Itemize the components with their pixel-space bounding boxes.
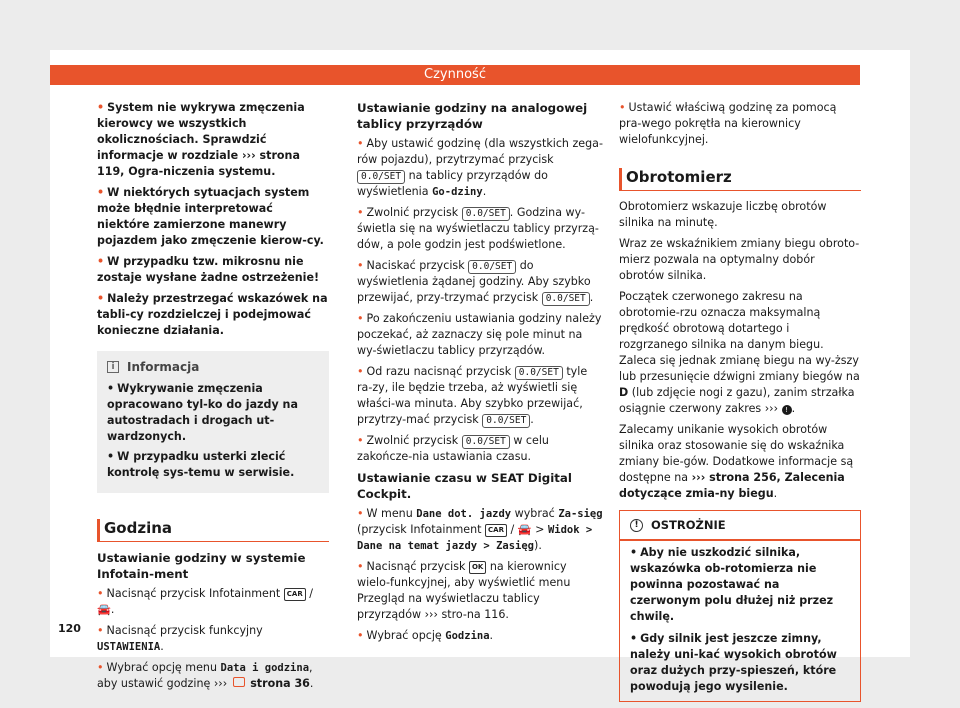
step: • Zwolnić przycisk 0.0/SET w celu zakończe-nia ustawiania czasu. xyxy=(357,434,549,463)
column-2 xyxy=(357,100,603,649)
step: • Aby ustawić godzinę (dla wszystkich zega-rów pojazdu), przytrzymać przycisk 0.0/SET na tablicy przyrządów do wyświetlenia Go-dziny. xyxy=(357,137,603,198)
info-title: i Informacja xyxy=(107,359,319,375)
paragraph: Zalecamy unikanie wysokich obrotów silnika oraz stosowanie się do wskaźnika zmiany bie-gów. Dodatkowe informacje są dostępne na ››› strona 256, Zalecenia dotyczące zmia-ny biegu. xyxy=(619,423,854,500)
subhead-infotainment: Ustawianie godziny w systemie Infotain-ment xyxy=(97,551,306,581)
set-button-label: 0.0/SET xyxy=(462,207,510,221)
car-button-icon: CAR xyxy=(284,588,306,601)
step: • Nacisnąć przycisk OK na kierownicy wielo-funkcyjnej, aby wyświetlić menu Przegląd na wyświetlaczu tablicy przyrządów ››› stro-na 116. xyxy=(357,560,571,621)
step: • Wybrać opcję Godzina. xyxy=(357,629,494,642)
caution-item: • Gdy silnik jest jeszcze zimny, należy uni-kać wysokich obrotów oraz dużych przy-spieszeń, które powodują jego wysilenie. xyxy=(630,632,837,693)
caution-box xyxy=(619,510,861,702)
page-ref-link[interactable]: ››› strona 256, Zalecenia dotyczące zmia-ny biegu xyxy=(619,471,845,500)
section-title-godzina: Godzina xyxy=(97,519,329,542)
subhead-digital-cockpit: Ustawianie czasu w SEAT Digital Cockpit. xyxy=(357,471,572,501)
car-button-icon: CAR xyxy=(485,524,507,537)
step: • W menu Dane dot. jazdy wybrać Za-sięg (przycisk Infotainment CAR / 🚘 > Widok > Dane na temat jazdy > Zasięg). xyxy=(357,507,603,552)
caution-icon: ! xyxy=(630,519,643,532)
info-icon: i xyxy=(107,361,119,373)
warning-item: • W przypadku tzw. mikrosnu nie zostaje wysłane żadne ostrzeżenie! xyxy=(97,255,320,284)
step: • Naciskać przycisk 0.0/SET do wyświetlenia żądanej godziny. Aby szybko przewijać, przy-trzymać przycisk 0.0/SET . xyxy=(357,259,594,304)
caution-item: • Aby nie uszkodzić silnika, wskazówka ob-rotomierza nie powinna pozostawać na czerwonym polu dłużej niż przez chwilę. xyxy=(630,546,834,623)
subhead-analog: Ustawianie godziny na analogowej tablicy przyrządów xyxy=(357,101,588,131)
section-title-obrotomierz: Obrotomierz xyxy=(619,168,861,191)
paragraph: Wraz ze wskaźnikiem zmiany biegu obroto-mierz pozwala na optymalny dobór obrotów silnika. xyxy=(619,237,860,282)
info-box xyxy=(97,351,329,493)
warning-item: • Należy przestrzegać wskazówek na tabli-cy rozdzielczej i podejmować konieczne działania. xyxy=(97,292,328,337)
step: • Nacisnąć przycisk funkcyjny USTAWIENIA. xyxy=(97,624,263,653)
step: • Od razu nacisnąć przycisk 0.0/SET tyle ra-zy, ile będzie trzeba, aż wyświetli się właści-wa minuta. Aby szybko przewijać, przytrzy-mać przycisk 0.0/SET . xyxy=(357,365,588,426)
external-link-icon xyxy=(233,677,245,687)
column-3 xyxy=(619,100,861,702)
paragraph: Początek czerwonego zakresu na obrotomie-rzu oznacza maksymalną prędkość obrotową dotartego i rozgrzanego silnika na danym biegu. Zaleca się jednak zmianę biegu na wy-ższy lub przesunięcie dźwigni zmiany biegów na D (lub zdjęcie nogi z gazu), zanim strzałka osiągnie czerwony zakres ››› ! . xyxy=(619,290,860,415)
warning-list xyxy=(97,100,329,339)
set-button-label: 0.0/SET xyxy=(542,292,590,306)
set-button-label: 0.0/SET xyxy=(482,414,530,428)
warning-item: • W niektórych sytuacjach system może błędnie interpretować niektóre zamierzone manewry pojazdem jako zmęczenie kierow-cy. xyxy=(97,186,324,247)
step: • Nacisnąć przycisk Infotainment CAR / 🚘. xyxy=(97,587,313,616)
step: • Po zakończeniu ustawiania godziny należy poczekać, aż zaznaczy się pole minut na wy-świetlaczu tablicy przyrządów. xyxy=(357,312,602,357)
info-item: • Wykrywanie zmęczenia opracowano tyl-ko do jazdy na autostradach i drogach ut-wardzonych. xyxy=(107,382,298,443)
warning-item: • System nie wykrywa zmęczenia kierowcy we wszystkich okolicznościach. Sprawdzić informacje w rozdziale ››› strona 119, Ogra-niczenia systemu. xyxy=(97,101,305,178)
warning-dot-icon: ! xyxy=(782,405,792,415)
page-number: 120 xyxy=(58,622,81,635)
caution-title: ! OSTROŻNIE xyxy=(620,511,860,541)
column-1 xyxy=(97,100,329,697)
set-button-label: 0.0/SET xyxy=(468,260,516,274)
page-ref-link[interactable]: strona 36 xyxy=(250,677,310,690)
ok-button-icon: OK xyxy=(469,561,486,574)
info-item: • W przypadku usterki zlecić kontrolę sys-temu w serwisie. xyxy=(107,450,295,479)
step: • Zwolnić przycisk 0.0/SET . Godzina wy-świetla się na wyświetlaczu tablicy przyrzą-dów, a pole godzin jest podświetlone. xyxy=(357,206,599,251)
set-button-label: 0.0/SET xyxy=(515,366,563,380)
paragraph: Obrotomierz wskazuje liczbę obrotów silnika na minutę. xyxy=(619,200,827,229)
step: • Wybrać opcję menu Data i godzina, aby ustawić godzinę ››› strona 36. xyxy=(97,661,314,690)
set-button-label: 0.0/SET xyxy=(462,435,510,449)
chapter-header: Czynność xyxy=(50,65,860,85)
set-button-label: 0.0/SET xyxy=(357,170,405,184)
step: • Ustawić właściwą godzinę za pomocą pra-wego pokrętła na kierownicy wielofunkcyjnej. xyxy=(619,101,837,146)
